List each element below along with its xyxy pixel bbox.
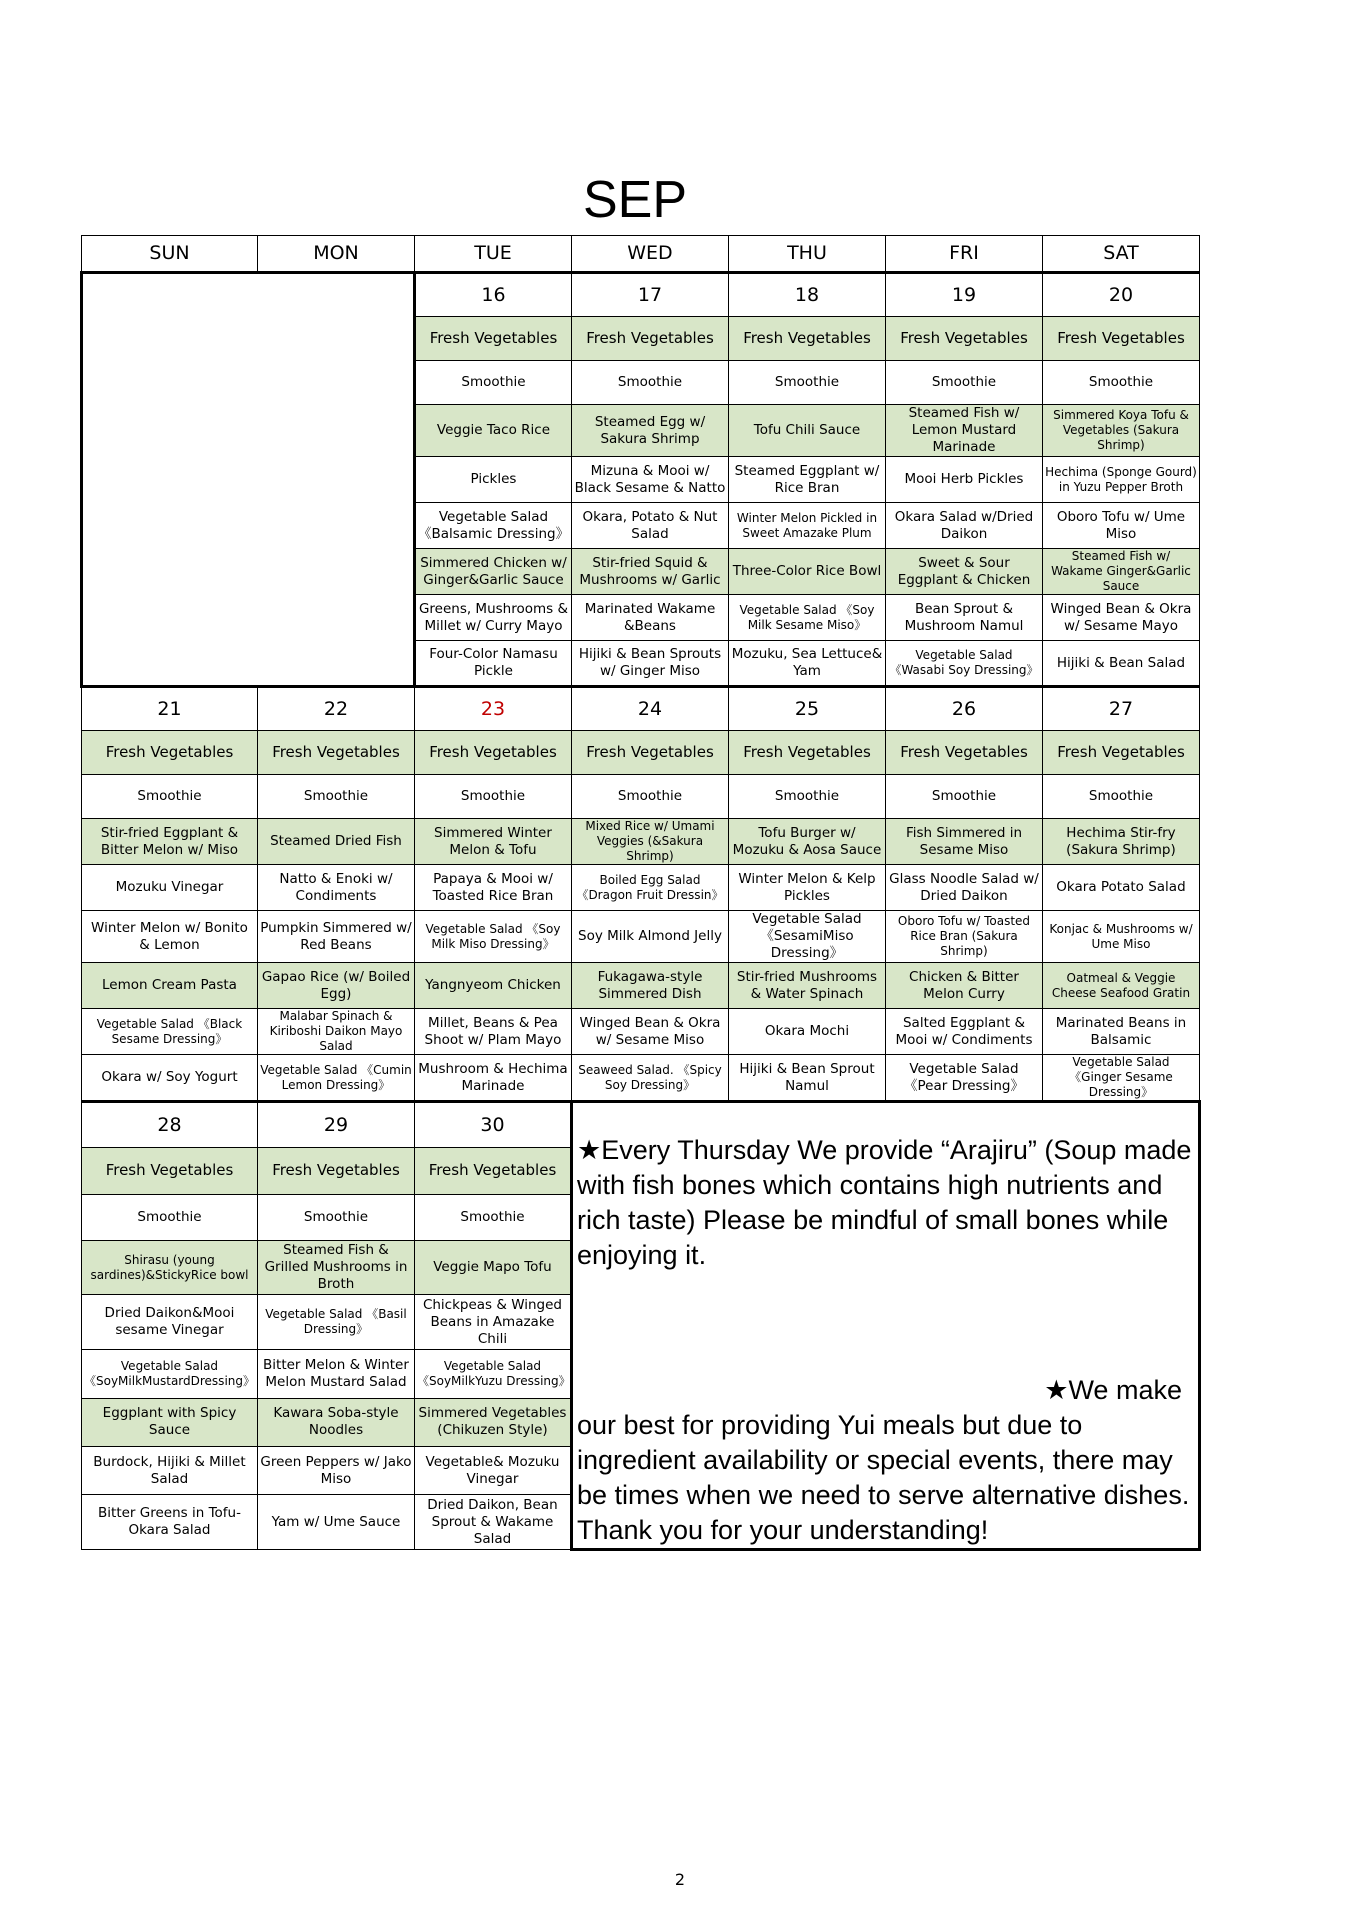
grid-row: [82, 911, 1200, 963]
menu-item-cell: Pumpkin Simmered w/ Red Beans: [257, 911, 414, 963]
menu-item-cell: Vegetable Salad 《Basil Dressing》: [257, 1295, 414, 1350]
grid-row: [82, 865, 1200, 911]
note-alternative-lead: ★We make: [1044, 1375, 1182, 1405]
menu-item-cell: Simmered Chicken w/ Ginger&Garlic Sauce: [414, 549, 571, 595]
menu-item-cell: Steamed Eggplant w/ Rice Bran: [728, 457, 885, 503]
menu-item-cell: Stir-fried Squid & Mushrooms w/ Garlic: [571, 549, 728, 595]
menu-item-cell: Salted Eggplant & Mooi w/ Condiments: [885, 1009, 1042, 1055]
fresh-vegetables-cell: Fresh Vegetables: [885, 731, 1042, 775]
date-cell: 27: [1042, 687, 1199, 731]
fresh-vegetables-cell: Fresh Vegetables: [414, 317, 571, 361]
fresh-vegetables-cell: Fresh Vegetables: [82, 1148, 258, 1194]
smoothie-cell: Smoothie: [1042, 775, 1199, 819]
date-cell: 20: [1042, 273, 1199, 317]
grid-row: [82, 1009, 1200, 1055]
menu-item-cell: Okara Potato Salad: [1042, 865, 1199, 911]
date-cell: 26: [885, 687, 1042, 731]
smoothie-cell: Smoothie: [885, 361, 1042, 405]
fresh-vegetables-cell: Fresh Vegetables: [1042, 317, 1199, 361]
grid-row: [82, 819, 1200, 865]
fresh-vegetables-cell: Fresh Vegetables: [571, 731, 728, 775]
menu-item-cell: Vegetable Salad 《Soy Milk Miso Dressing》: [414, 911, 571, 963]
day-of-week-header: TUE: [414, 236, 571, 273]
menu-item-cell: Vegetable Salad 《SesamiMiso Dressing》: [728, 911, 885, 963]
month-title: SEP: [582, 171, 688, 229]
grid-row: [82, 775, 1200, 819]
menu-item-cell: Okara w/ Soy Yogurt: [82, 1055, 258, 1102]
smoothie-cell: Smoothie: [82, 775, 258, 819]
menu-item-cell: Hechima Stir-fry (Sakura Shrimp): [1042, 819, 1199, 865]
menu-item-cell: Mixed Rice w/ Umami Veggies (&Sakura Shrimp): [571, 819, 728, 865]
grid-row: [82, 1055, 1200, 1102]
menu-item-cell: Tofu Burger w/ Mozuku & Aosa Sauce: [728, 819, 885, 865]
menu-item-cell: Fukagawa-style Simmered Dish: [571, 963, 728, 1009]
menu-item-cell: Winter Melon Pickled in Sweet Amazake Plum: [728, 503, 885, 549]
smoothie-cell: Smoothie: [414, 361, 571, 405]
grid-row: [82, 731, 1200, 775]
smoothie-cell: Smoothie: [728, 361, 885, 405]
menu-item-cell: Three-Color Rice Bowl: [728, 549, 885, 595]
date-cell: 30: [414, 1102, 571, 1148]
fresh-vegetables-cell: Fresh Vegetables: [414, 731, 571, 775]
menu-item-cell: Kawara Soba-style Noodles: [257, 1398, 414, 1446]
menu-item-cell: Vegetable Salad 《Ginger Sesame Dressing》: [1042, 1055, 1199, 1102]
menu-item-cell: Okara Salad w/Dried Daikon: [885, 503, 1042, 549]
menu-item-cell: Yam w/ Ume Sauce: [257, 1495, 414, 1550]
day-of-week-header: SAT: [1042, 236, 1199, 273]
note-alternative-dishes: our best for providing Yui meals but due to ingredient availability or special events, there may be times when we need to serve alternative dishes. Thank you for your understanding!: [576, 1410, 1190, 1545]
menu-item-cell: Greens, Mushrooms & Millet w/ Curry Mayo: [414, 595, 571, 641]
menu-item-cell: Mizuna & Mooi w/ Black Sesame & Natto: [571, 457, 728, 503]
menu-item-cell: Papaya & Mooi w/ Toasted Rice Bran: [414, 865, 571, 911]
smoothie-cell: Smoothie: [885, 775, 1042, 819]
menu-item-cell: Simmered Vegetables (Chikuzen Style): [414, 1398, 571, 1446]
menu-item-cell: Burdock, Hijiki & Millet Salad: [82, 1446, 258, 1494]
grid-row: [82, 273, 1200, 317]
menu-item-cell: Green Peppers w/ Jako Miso: [257, 1446, 414, 1494]
day-of-week-header: SUN: [82, 236, 258, 273]
date-cell: 19: [885, 273, 1042, 317]
grid-row: [82, 963, 1200, 1009]
menu-item-cell: Steamed Fish w/ Lemon Mustard Marinade: [885, 405, 1042, 457]
menu-item-cell: Hechima (Sponge Gourd) in Yuzu Pepper Broth: [1042, 457, 1199, 503]
note-arajiru: ★Every Thursday We provide “Arajiru” (Soup made with fish bones which contains high nutrients and rich taste) Please be mindful of small bones while enjoying it.: [576, 1135, 1192, 1270]
menu-item-cell: Stir-fried Eggplant & Bitter Melon w/ Miso: [82, 819, 258, 865]
menu-item-cell: Veggie Mapo Tofu: [414, 1240, 571, 1295]
menu-item-cell: Mozuku Vinegar: [82, 865, 258, 911]
date-cell: 16: [414, 273, 571, 317]
menu-item-cell: Gapao Rice (w/ Boiled Egg): [257, 963, 414, 1009]
menu-item-cell: Glass Noodle Salad w/ Dried Daikon: [885, 865, 1042, 911]
fresh-vegetables-cell: Fresh Vegetables: [82, 731, 258, 775]
menu-item-cell: Stir-fried Mushrooms & Water Spinach: [728, 963, 885, 1009]
menu-item-cell: Vegetable Salad 《Black Sesame Dressing》: [82, 1009, 258, 1055]
menu-item-cell: Simmered Winter Melon & Tofu: [414, 819, 571, 865]
date-cell: 24: [571, 687, 728, 731]
date-cell: 18: [728, 273, 885, 317]
page-number: 2: [674, 1870, 686, 1889]
fresh-vegetables-cell: Fresh Vegetables: [257, 731, 414, 775]
fresh-vegetables-cell: Fresh Vegetables: [571, 317, 728, 361]
smoothie-cell: Smoothie: [257, 1194, 414, 1240]
menu-item-cell: Winged Bean & Okra w/ Sesame Mayo: [1042, 595, 1199, 641]
menu-item-cell: Konjac & Mushrooms w/ Ume Miso: [1042, 911, 1199, 963]
menu-item-cell: Okara Mochi: [728, 1009, 885, 1055]
menu-item-cell: Pickles: [414, 457, 571, 503]
menu-item-cell: Bean Sprout & Mushroom Namul: [885, 595, 1042, 641]
fresh-vegetables-cell: Fresh Vegetables: [885, 317, 1042, 361]
menu-item-cell: Mushroom & Hechima Marinade: [414, 1055, 571, 1102]
fresh-vegetables-cell: Fresh Vegetables: [728, 317, 885, 361]
menu-item-cell: Chicken & Bitter Melon Curry: [885, 963, 1042, 1009]
grid-row: [82, 236, 1200, 273]
menu-item-cell: Marinated Beans in Balsamic: [1042, 1009, 1199, 1055]
menu-item-cell: Simmered Koya Tofu & Vegetables (Sakura Shrimp): [1042, 405, 1199, 457]
menu-item-cell: Vegetable& Mozuku Vinegar: [414, 1446, 571, 1494]
menu-item-cell: Shirasu (young sardines)&StickyRice bowl: [82, 1240, 258, 1295]
menu-item-cell: Malabar Spinach & Kiriboshi Daikon Mayo Salad: [257, 1009, 414, 1055]
smoothie-cell: Smoothie: [571, 361, 728, 405]
menu-item-cell: Hijiki & Bean Salad: [1042, 641, 1199, 687]
menu-item-cell: Winter Melon & Kelp Pickles: [728, 865, 885, 911]
menu-item-cell: Natto & Enoki w/ Condiments: [257, 865, 414, 911]
date-cell: 28: [82, 1102, 258, 1148]
blank-before-month: [82, 273, 415, 687]
menu-item-cell: Four-Color Namasu Pickle: [414, 641, 571, 687]
date-cell: 23: [414, 687, 571, 731]
grid-row: [82, 1102, 1200, 1148]
menu-item-cell: Yangnyeom Chicken: [414, 963, 571, 1009]
menu-item-cell: Vegetable Salad 《Cumin Lemon Dressing》: [257, 1055, 414, 1102]
fresh-vegetables-cell: Fresh Vegetables: [257, 1148, 414, 1194]
menu-item-cell: Oboro Tofu w/ Ume Miso: [1042, 503, 1199, 549]
menu-item-cell: Steamed Dried Fish: [257, 819, 414, 865]
notes-block: [571, 1102, 1199, 1550]
menu-item-cell: Okara, Potato & Nut Salad: [571, 503, 728, 549]
menu-item-cell: Oboro Tofu w/ Toasted Rice Bran (Sakura Shrimp): [885, 911, 1042, 963]
date-cell: 17: [571, 273, 728, 317]
menu-item-cell: Oatmeal & Veggie Cheese Seafood Gratin: [1042, 963, 1199, 1009]
date-cell: 25: [728, 687, 885, 731]
menu-item-cell: Mozuku, Sea Lettuce& Yam: [728, 641, 885, 687]
menu-item-cell: Vegetable Salad 《Soy Milk Sesame Miso》: [728, 595, 885, 641]
menu-item-cell: Winter Melon w/ Bonito & Lemon: [82, 911, 258, 963]
menu-item-cell: Boiled Egg Salad 《Dragon Fruit Dressin》: [571, 865, 728, 911]
smoothie-cell: Smoothie: [414, 1194, 571, 1240]
fresh-vegetables-cell: Fresh Vegetables: [414, 1148, 571, 1194]
smoothie-cell: Smoothie: [571, 775, 728, 819]
menu-item-cell: Vegetable Salad 《SoyMilkYuzu Dressing》: [414, 1350, 571, 1398]
menu-item-cell: Tofu Chili Sauce: [728, 405, 885, 457]
day-of-week-header: FRI: [885, 236, 1042, 273]
menu-item-cell: Dried Daikon, Bean Sprout & Wakame Salad: [414, 1495, 571, 1550]
menu-item-cell: Vegetable Salad 《SoyMilkMustardDressing》: [82, 1350, 258, 1398]
menu-item-cell: Seaweed Salad. 《Spicy Soy Dressing》: [571, 1055, 728, 1102]
grid-row: [82, 687, 1200, 731]
date-cell: 21: [82, 687, 258, 731]
menu-item-cell: Fish Simmered in Sesame Miso: [885, 819, 1042, 865]
day-of-week-header: WED: [571, 236, 728, 273]
menu-item-cell: Hijiki & Bean Sprout Namul: [728, 1055, 885, 1102]
menu-item-cell: Millet, Beans & Pea Shoot w/ Plam Mayo: [414, 1009, 571, 1055]
menu-item-cell: Winged Bean & Okra w/ Sesame Miso: [571, 1009, 728, 1055]
menu-item-cell: Marinated Wakame &Beans: [571, 595, 728, 641]
fresh-vegetables-cell: Fresh Vegetables: [1042, 731, 1199, 775]
day-of-week-header: THU: [728, 236, 885, 273]
menu-item-cell: Veggie Taco Rice: [414, 405, 571, 457]
fresh-vegetables-cell: Fresh Vegetables: [728, 731, 885, 775]
smoothie-cell: Smoothie: [414, 775, 571, 819]
menu-item-cell: Vegetable Salad 《Wasabi Soy Dressing》: [885, 641, 1042, 687]
menu-item-cell: Dried Daikon&Mooi sesame Vinegar: [82, 1295, 258, 1350]
menu-item-cell: Vegetable Salad 《Balsamic Dressing》: [414, 503, 571, 549]
menu-item-cell: Hijiki & Bean Sprouts w/ Ginger Miso: [571, 641, 728, 687]
menu-item-cell: Bitter Melon & Winter Melon Mustard Salad: [257, 1350, 414, 1398]
menu-item-cell: Steamed Egg w/ Sakura Shrimp: [571, 405, 728, 457]
menu-item-cell: Lemon Cream Pasta: [82, 963, 258, 1009]
menu-item-cell: Steamed Fish w/ Wakame Ginger&Garlic Sauce: [1042, 549, 1199, 595]
menu-item-cell: Bitter Greens in Tofu-Okara Salad: [82, 1495, 258, 1550]
menu-item-cell: Mooi Herb Pickles: [885, 457, 1042, 503]
smoothie-cell: Smoothie: [1042, 361, 1199, 405]
smoothie-cell: Smoothie: [257, 775, 414, 819]
menu-item-cell: Sweet & Sour Eggplant & Chicken: [885, 549, 1042, 595]
menu-item-cell: Eggplant with Spicy Sauce: [82, 1398, 258, 1446]
day-of-week-header: MON: [257, 236, 414, 273]
smoothie-cell: Smoothie: [728, 775, 885, 819]
date-cell: 22: [257, 687, 414, 731]
date-cell: 29: [257, 1102, 414, 1148]
smoothie-cell: Smoothie: [82, 1194, 258, 1240]
menu-item-cell: Steamed Fish & Grilled Mushrooms in Broth: [257, 1240, 414, 1295]
menu-item-cell: Chickpeas & Winged Beans in Amazake Chili: [414, 1295, 571, 1350]
menu-item-cell: Soy Milk Almond Jelly: [571, 911, 728, 963]
menu-item-cell: Vegetable Salad 《Pear Dressing》: [885, 1055, 1042, 1102]
menu-calendar-grid: [80, 235, 1201, 1551]
